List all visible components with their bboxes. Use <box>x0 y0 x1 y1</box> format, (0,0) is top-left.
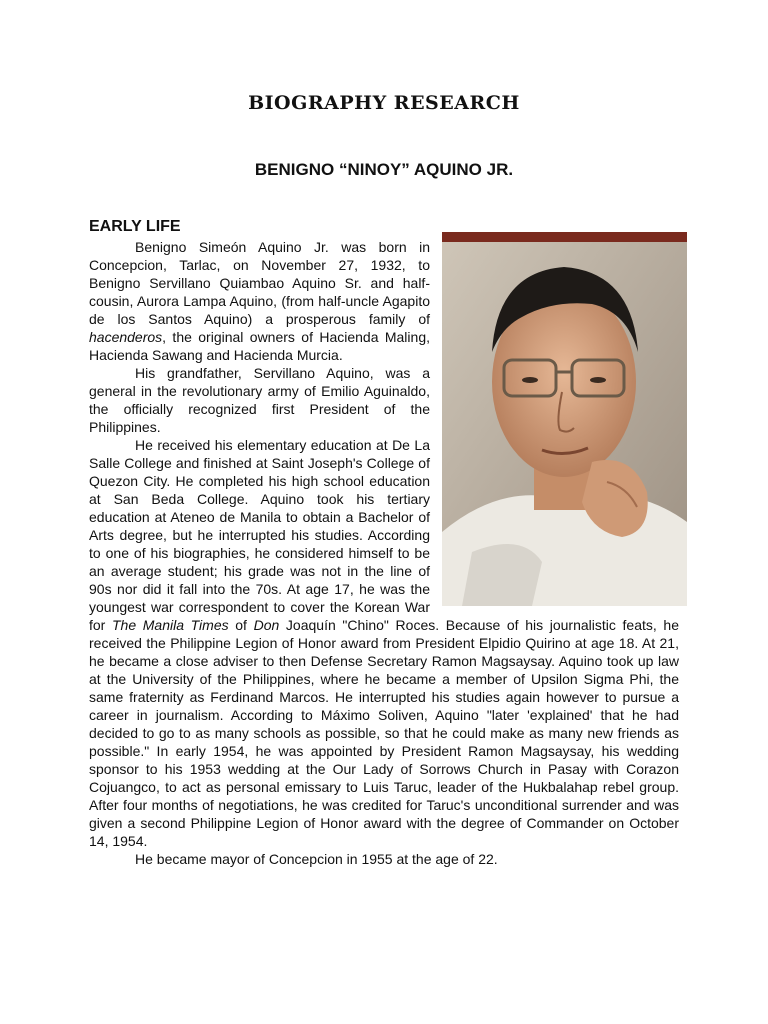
paragraph-1-text-a: Benigno Simeón Aquino Jr. was born in Concepcion, Tarlac, on November 27, 1932, to Benigno Servillano Quiambao Aquino Sr. and half-cousin, Aurora Lampa Aquino, (from half-uncle Agapito de los Santos Aquino) a prosperous family of <box>89 239 430 327</box>
section-heading-early-life: EARLY LIFE <box>89 218 181 235</box>
paragraph-3-emphasis-1: The Manila Times <box>111 617 229 633</box>
paragraph-3-text-b: of <box>228 617 254 633</box>
paragraph-3-emphasis-2: Don <box>253 617 280 633</box>
paragraph-early-life-2: His grandfather, Servillano Aquino, was a general in the revolutionary army of Emilio Aguinaldo, the officially recognized first President of the Philippines. <box>89 365 430 435</box>
paragraph-1-emphasis: hacenderos <box>89 329 163 345</box>
paragraph-3-text-a: He received his elementary education at De La Salle College and finished at Saint Joseph's College of Quezon City. He completed his high school education at San Beda College. Aquino took his tertiary education at Ateneo de Manila to obtain a Bachelor of Arts degree, but he interrupted his studies. According to one of his biographies, he considered himself to be an average student; his grade was not in the line of 90s nor did it fall into the 70s. At age 17, he was the youngest war correspondent to cover the Korean War for <box>89 437 430 633</box>
subject-name: BENIGNO “NINOY” AQUINO JR. <box>254 160 514 179</box>
paragraph-1-text-b: , the original owners of Hacienda Maling, Hacienda Sawang and Hacienda Murcia. <box>89 329 430 363</box>
portrait-photo-icon <box>442 232 687 606</box>
portrait-illustration <box>442 232 687 606</box>
paragraph-3-text-c: Joaquín "Chino" Roces. Because of his journalistic feats, he received the Philippine Legion of Honor award from President Elpidio Quirino at age 18. At 21, he became a close adviser to then Defense Secretary Ramon Magsaysay. Aquino took up law at the University of the Philippines, where he became a member of Upsilon Sigma Phi, the same fraternity as Ferdinand Marcos. He interrupted his studies again however to pursue a career in journalism. According to Máximo Soliven, Aquino "later 'explained' that he had decided to go to as many schools as possible, so that he could make as many new friends as possible." In early 1954, he was appointed by President Ramon Magsaysay, his wedding sponsor to his 1953 wedding at the Our Lady of Sorrows Church in Pasay with Corazon Cojuangco, to act as personal emissary to Luis Taruc, leader of the Hukbalahap rebel group. After four months of negotiations, he was credited for Taruc's unconditional surrender and was given a second Philippine Legion of Honor award with the degree of Commander on October 14, 1954. <box>89 617 679 849</box>
document-title: BIOGRAPHY RESEARCH <box>248 92 520 114</box>
biography-body <box>89 238 679 868</box>
paragraph-early-life-4: He became mayor of Concepcion in 1955 at the age of 22. <box>135 851 498 867</box>
